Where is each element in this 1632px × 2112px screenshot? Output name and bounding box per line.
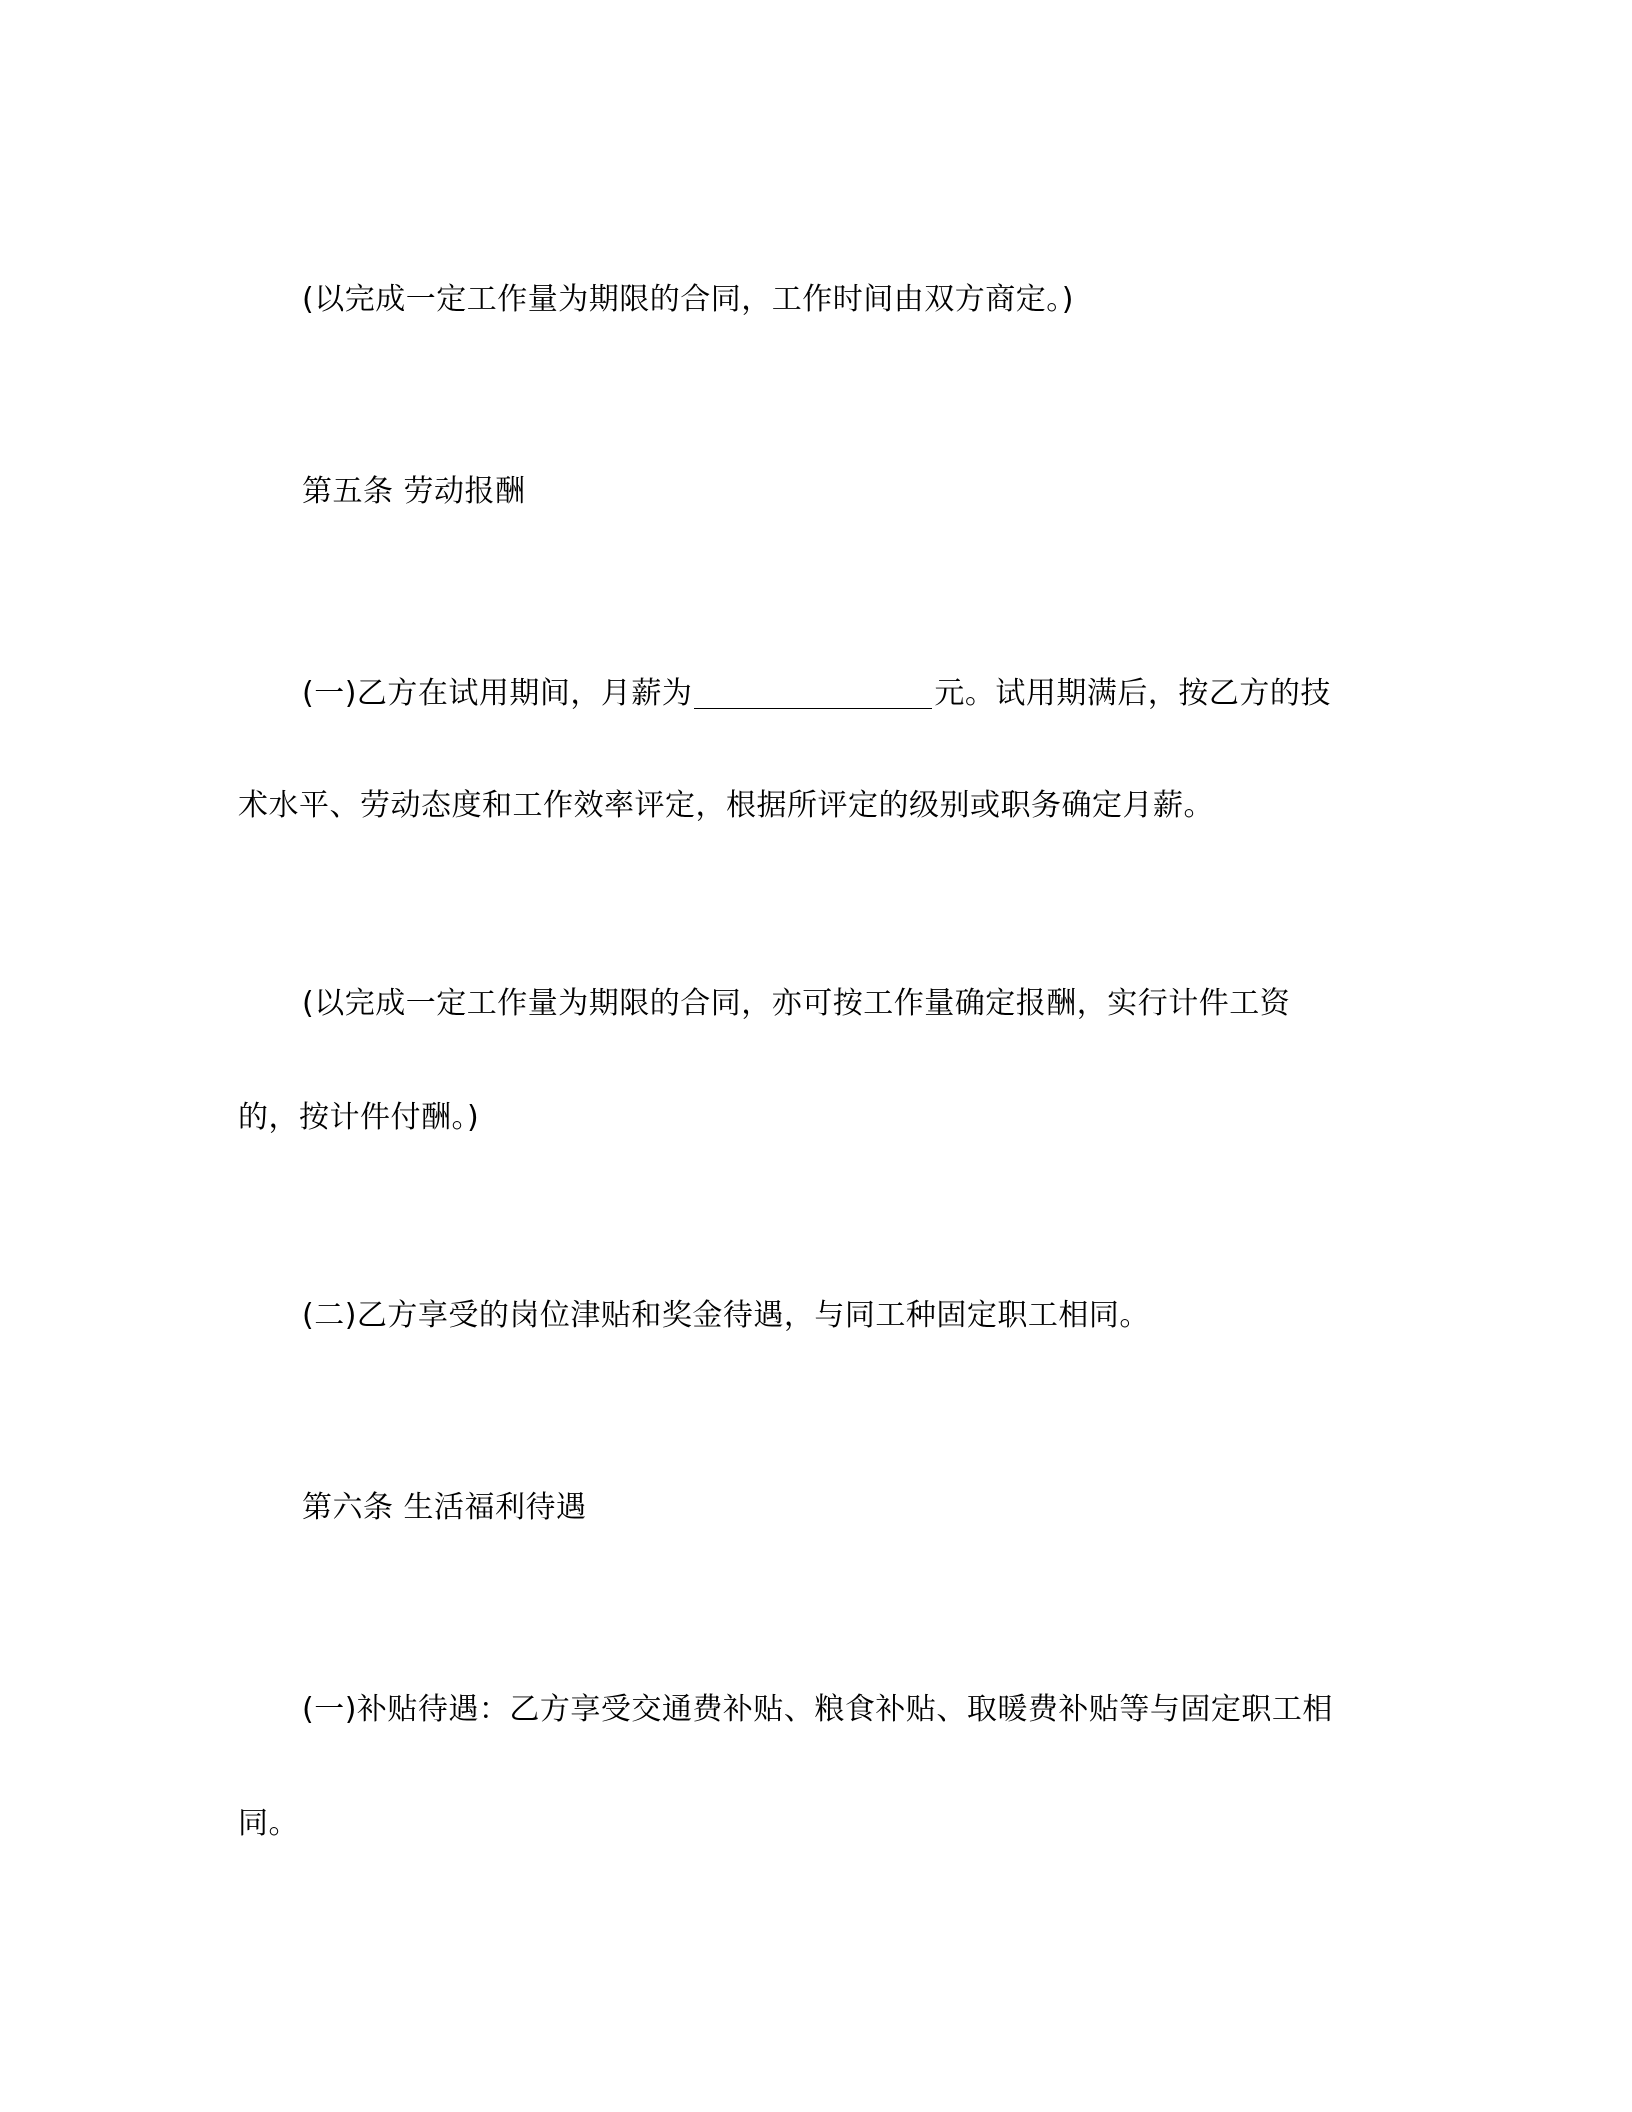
paragraph-work-time-note: (以完成一定工作量为期限的合同，工作时间由双方商定。) [302, 282, 1074, 317]
paragraph-probation-salary-line-2: 术水平、劳动态度和工作效率评定，根据所评定的级别或职务确定月薪。 [238, 788, 1214, 823]
article-5-heading: 第五条 劳动报酬 [302, 474, 526, 509]
paragraph-piecework-line-1: (以完成一定工作量为期限的合同，亦可按工作量确定报酬，实行计件工资 [302, 986, 1291, 1021]
article-6-heading: 第六条 生活福利待遇 [302, 1490, 587, 1525]
paragraph-subsidy-line-2: 同。 [238, 1806, 299, 1841]
paragraph-piecework-line-2: 的，按计件付酬。) [238, 1100, 480, 1135]
salary-blank-field [694, 678, 932, 709]
probation-salary-text-continued: 元。试用期满后，按乙方的技 [934, 676, 1331, 711]
paragraph-subsidy-line-1: (一)补贴待遇：乙方享受交通费补贴、粮食补贴、取暖费补贴等与固定职工相 [302, 1692, 1333, 1727]
paragraph-allowance-bonus: (二)乙方享受的岗位津贴和奖金待遇，与同工种固定职工相同。 [302, 1298, 1150, 1333]
probation-salary-text: (一)乙方在试用期间，月薪为 [302, 676, 693, 711]
paragraph-probation-salary-line-1 [302, 674, 1331, 714]
